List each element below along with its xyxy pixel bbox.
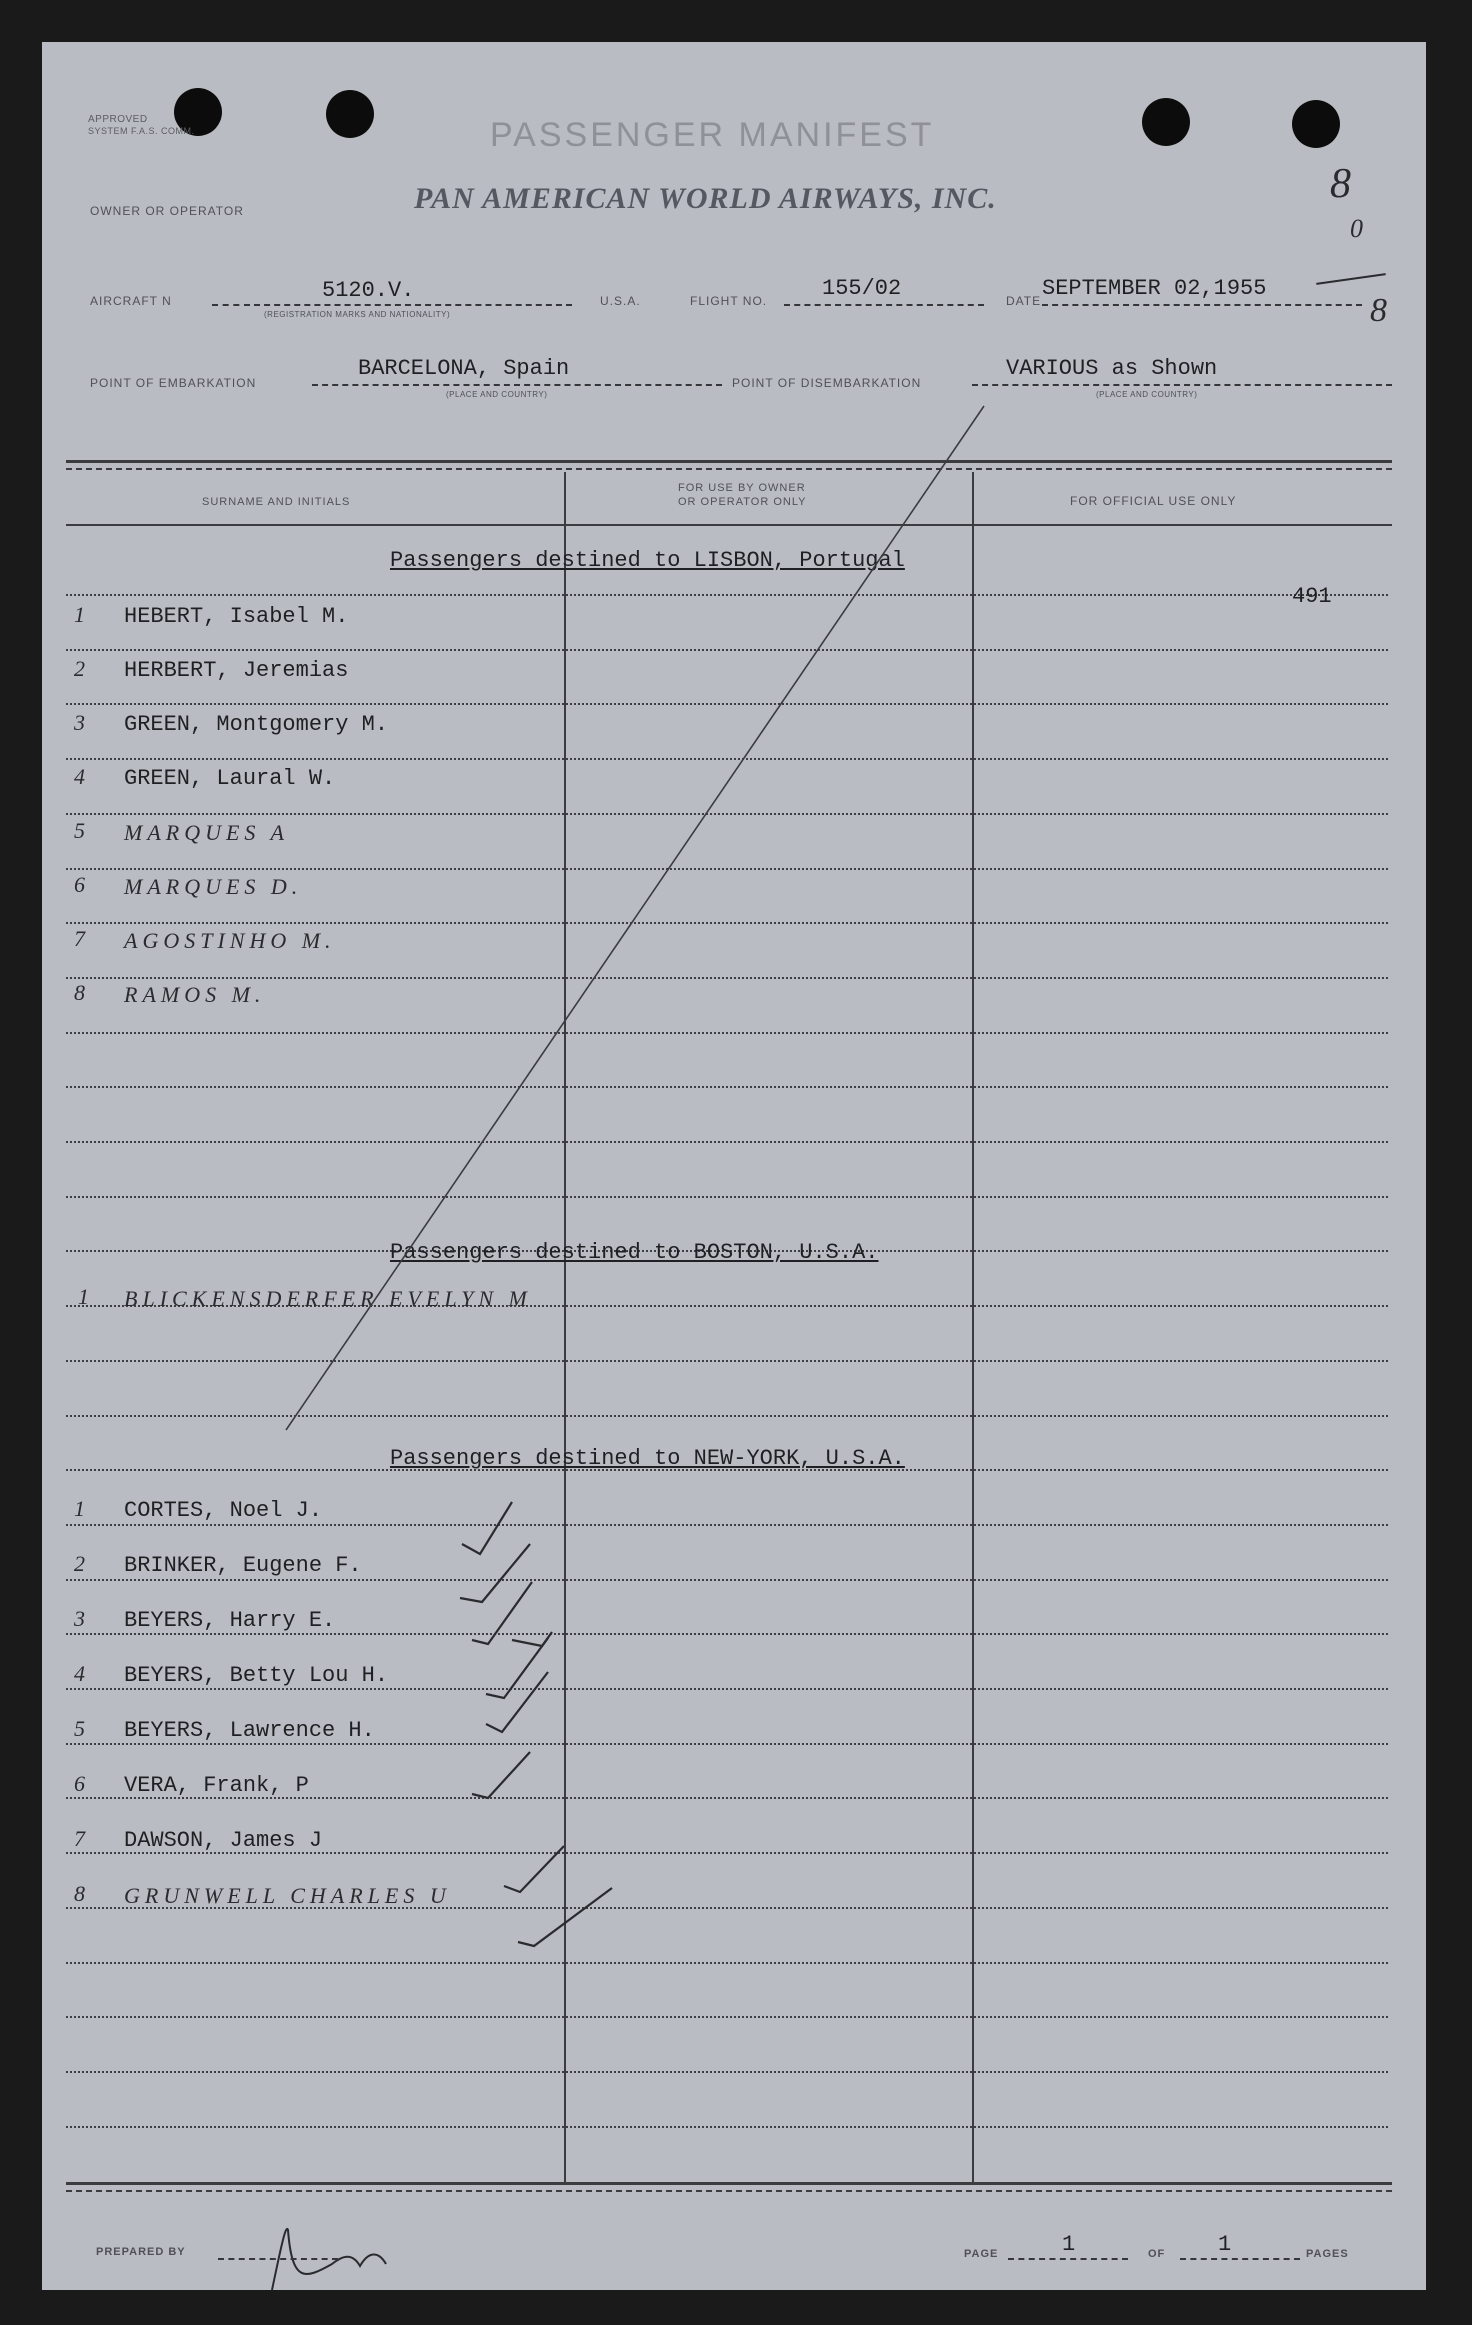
- passenger-number: 2: [74, 656, 85, 681]
- prepared-label: PREPARED BY: [96, 2246, 186, 2258]
- form-title: PASSENGER MANIFEST: [490, 116, 935, 154]
- check-mark-icon: [486, 1638, 548, 1698]
- check-mark-icon: [518, 1888, 612, 1946]
- official-note: 491: [1292, 584, 1332, 609]
- flight-label: FLIGHT NO.: [690, 294, 768, 308]
- owner-value: PAN AMERICAN WORLD AIRWAYS, INC.: [414, 182, 997, 215]
- check-mark-icon: [462, 1502, 512, 1554]
- page-total-line: [1180, 2258, 1300, 2260]
- embark-value: BARCELONA, Spain: [358, 356, 570, 381]
- passenger-number: 6: [74, 1771, 85, 1796]
- passenger-number: 7: [74, 1826, 85, 1851]
- check-mark-icon: [472, 1752, 530, 1798]
- passenger-number: 4: [74, 764, 85, 789]
- approved-stamp-sub: SYSTEM F.A.S. COMM.: [88, 126, 195, 136]
- passenger-name: GREEN, Laural W.: [124, 766, 336, 791]
- passenger-number: 1: [74, 602, 85, 627]
- passenger-number: 6: [74, 872, 85, 897]
- passenger-name: HEBERT, Isabel M.: [124, 604, 349, 629]
- corner-note-top: 8: [1330, 161, 1351, 207]
- approved-stamp: APPROVED: [88, 114, 148, 125]
- passenger-name: BEYERS, Betty Lou H.: [124, 1663, 389, 1688]
- passenger-number: 8: [74, 1881, 85, 1906]
- disembark-sublabel: (PLACE AND COUNTRY): [1096, 390, 1198, 399]
- usa-label: U.S.A.: [600, 294, 641, 308]
- group-heading-boston: Passengers destined to BOSTON, U.S.A.: [390, 1240, 879, 1265]
- corner-note-mid: 0: [1350, 214, 1363, 243]
- passenger-name: HERBERT, Jeremias: [124, 658, 349, 683]
- passenger-number: 7: [74, 926, 85, 951]
- date-value: SEPTEMBER 02,1955: [1042, 276, 1267, 301]
- passenger-number: 5: [74, 818, 85, 843]
- diagonal-strike-line: [286, 406, 984, 1430]
- passenger-number: 5: [74, 1716, 85, 1741]
- check-mark-icon: [504, 1846, 564, 1892]
- check-mark-icon: [460, 1544, 530, 1602]
- pages-label: PAGES: [1306, 2248, 1349, 2260]
- aircraft-value: 5120.V.: [322, 278, 415, 303]
- passenger-name: DAWSON, James J: [124, 1828, 323, 1853]
- group-heading-new-york: Passengers destined to NEW-YORK, U.S.A.: [390, 1446, 905, 1471]
- passenger-number: 4: [74, 1661, 85, 1686]
- page-total: 1: [1218, 2232, 1232, 2257]
- column-header-owner-use-1: FOR USE BY OWNER: [678, 482, 806, 494]
- passenger-name: VERA, Frank, P: [124, 1773, 309, 1798]
- passenger-name: RAMOS M.: [124, 982, 266, 1007]
- page-line: [1008, 2258, 1128, 2260]
- passenger-name: GREEN, Montgomery M.: [124, 712, 389, 737]
- passenger-name: MARQUES A: [124, 820, 289, 845]
- flight-value: 155/02: [822, 276, 902, 301]
- passenger-number: 1: [78, 1284, 89, 1309]
- embark-label: POINT OF EMBARKATION: [90, 376, 257, 390]
- passenger-number: 3: [74, 1606, 85, 1631]
- page-label: PAGE: [964, 2248, 999, 2260]
- passenger-number: 3: [74, 710, 85, 735]
- passenger-name: BEYERS, Lawrence H.: [124, 1718, 375, 1743]
- passenger-name: AGOSTINHO M.: [124, 928, 336, 953]
- passenger-name: BEYERS, Harry E.: [124, 1608, 336, 1633]
- manifest-sheet: [42, 42, 1426, 2290]
- passenger-name: MARQUES D.: [124, 874, 303, 899]
- passenger-name: GRUNWELL CHARLES U: [124, 1883, 451, 1908]
- group-heading-lisbon: Passengers destined to LISBON, Portugal: [390, 548, 905, 573]
- of-label: OF: [1148, 2248, 1166, 2260]
- embark-sublabel: (PLACE AND COUNTRY): [446, 390, 548, 399]
- prepared-line: [218, 2258, 338, 2260]
- column-header-surname: SURNAME AND INITIALS: [202, 496, 351, 508]
- registration-sublabel: (REGISTRATION MARKS AND NATIONALITY): [264, 310, 451, 319]
- page-number: 1: [1062, 2232, 1076, 2257]
- passenger-name: BRINKER, Eugene F.: [124, 1553, 362, 1578]
- passenger-name: CORTES, Noel J.: [124, 1498, 323, 1523]
- passenger-number: 1: [74, 1496, 85, 1521]
- disembark-label: POINT OF DISEMBARKATION: [732, 376, 922, 390]
- passenger-name: BLICKENSDERFER EVELYN M: [124, 1286, 532, 1311]
- corner-note-bottom: 8: [1370, 292, 1387, 329]
- date-label: DATE: [1006, 294, 1042, 308]
- column-header-official: FOR OFFICIAL USE ONLY: [1070, 494, 1237, 508]
- passenger-number: 2: [74, 1551, 85, 1576]
- check-mark-icon: [472, 1582, 532, 1644]
- disembark-value: VARIOUS as Shown: [1006, 356, 1218, 381]
- passenger-number: 8: [74, 980, 85, 1005]
- pen-marks: [42, 42, 1426, 2290]
- owner-label: OWNER OR OPERATOR: [90, 204, 244, 218]
- column-header-owner-use-2: OR OPERATOR ONLY: [678, 496, 807, 508]
- aircraft-label: AIRCRAFT N: [90, 294, 172, 308]
